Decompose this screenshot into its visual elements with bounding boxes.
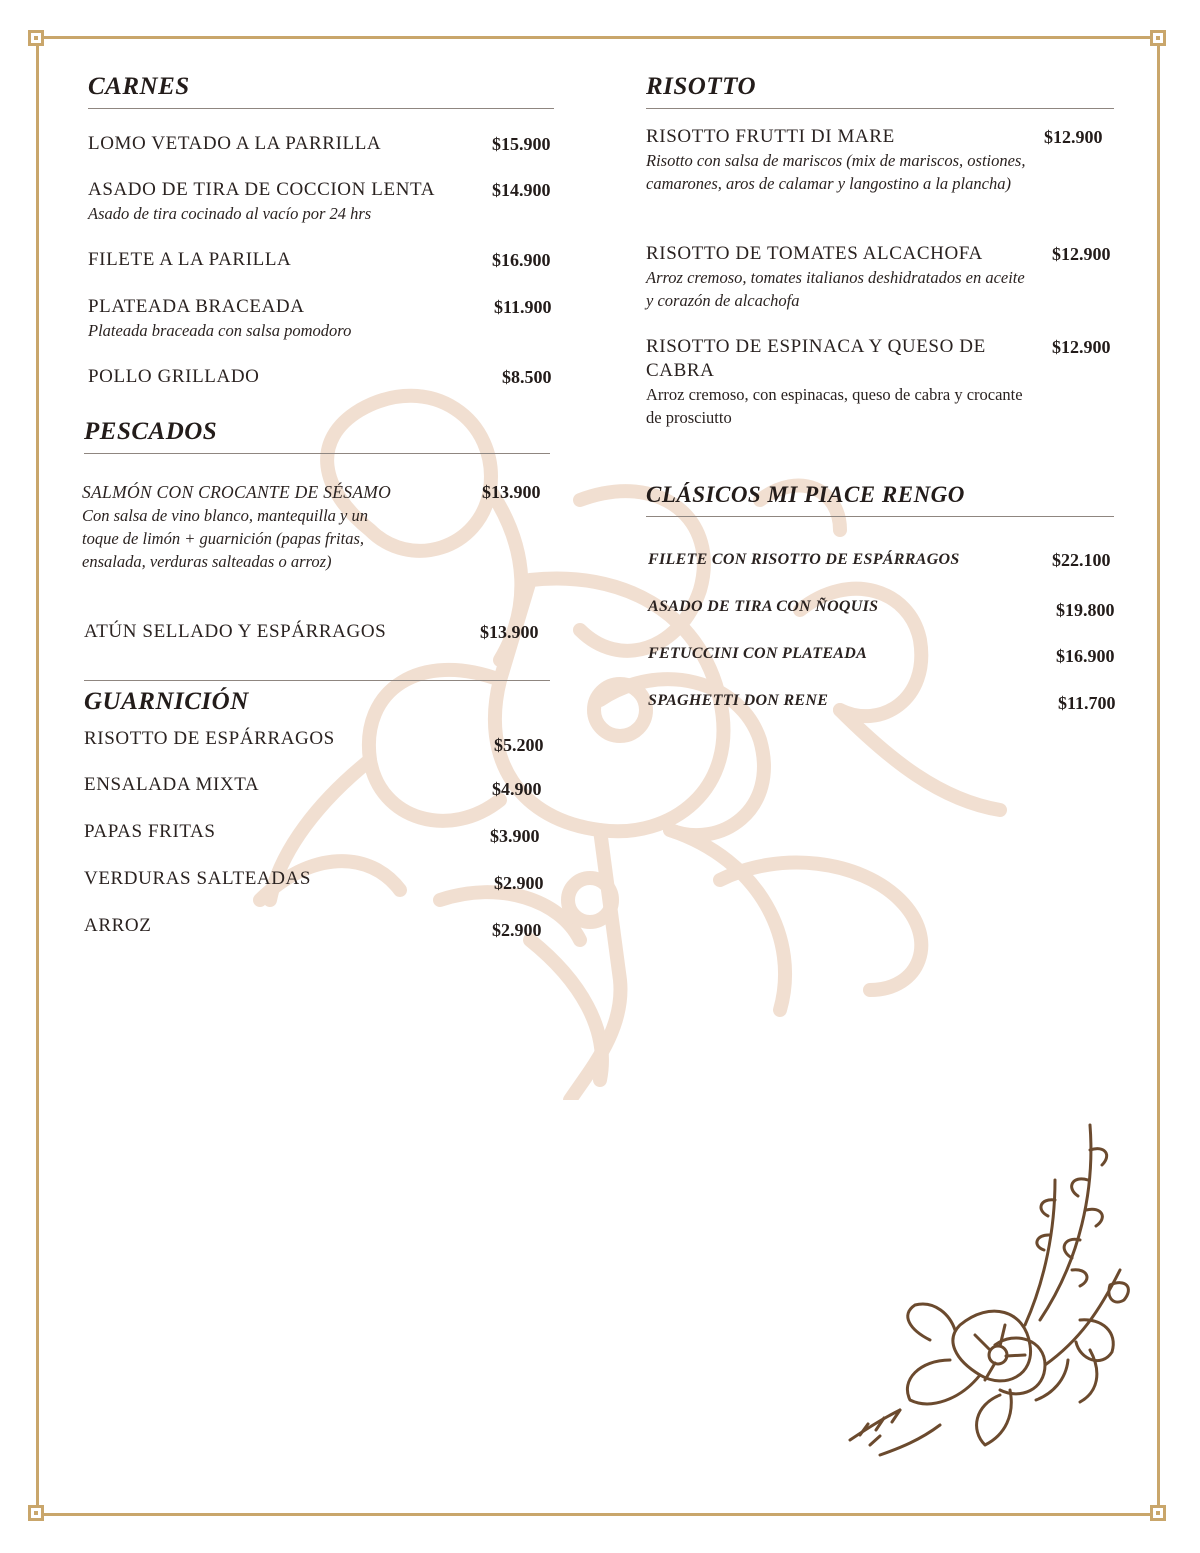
- floral-corner-ornament-icon: [840, 1110, 1140, 1460]
- item-name: RISOTTO DE TOMATES ALCACHOFA: [646, 243, 983, 264]
- item-price: $22.100: [1052, 550, 1111, 570]
- menu-item: [648, 642, 1120, 666]
- item-name: ENSALADA MIXTA: [84, 774, 260, 795]
- item-name: SPAGHETTI DON RENE: [648, 692, 829, 709]
- menu-item: [88, 365, 558, 389]
- item-description: Arroz cremoso, tomates italianos deshidratados en aceite y corazón de alcachofa: [646, 268, 1025, 310]
- item-price: $19.800: [1056, 600, 1115, 620]
- section-title-clasicos: CLÁSICOS MI PIACE RENGO: [646, 480, 1114, 517]
- menu-item: [84, 914, 554, 938]
- section-title-guarnicion: GUARNICIÓN: [84, 680, 550, 723]
- section-title-risotto: RISOTTO: [646, 72, 1114, 109]
- menu-item: [88, 295, 558, 342]
- menu-item: [84, 820, 554, 844]
- item-price: $8.500: [502, 367, 552, 387]
- item-price: $15.900: [492, 134, 551, 154]
- menu-item: [88, 248, 558, 272]
- item-price: $12.900: [1044, 127, 1103, 147]
- item-name: FILETE CON RISOTTO DE ESPÁRRAGOS: [648, 551, 960, 568]
- item-name: LOMO VETADO A LA PARRILLA: [88, 133, 382, 154]
- menu-item: [84, 620, 554, 644]
- item-description: Con salsa de vino blanco, mantequilla y un toque de limón + guarnición (papas fritas, ensalada, verduras salteadas o arroz): [82, 506, 368, 571]
- item-name: RISOTTO DE ESPÁRRAGOS: [84, 728, 335, 749]
- item-name: RISOTTO FRUTTI DI MARE: [646, 126, 895, 147]
- item-price: $11.700: [1058, 693, 1116, 713]
- menu-item: [88, 132, 558, 156]
- item-name: SALMÓN CON CROCANTE DE SÉSAMO: [82, 482, 392, 502]
- menu-item: [648, 548, 1120, 572]
- border-corner-bottom-right: [1150, 1505, 1166, 1521]
- item-name: ASADO DE TIRA CON ÑOQUIS: [648, 598, 879, 615]
- menu-item: [84, 773, 554, 797]
- menu-item: [648, 595, 1120, 619]
- item-name: POLLO GRILLADO: [88, 366, 260, 387]
- item-price: $5.200: [494, 735, 544, 755]
- item-description: Plateada braceada con salsa pomodoro: [88, 321, 352, 340]
- border-corner-bottom-left: [28, 1505, 44, 1521]
- border-corner-top-right: [1150, 30, 1166, 46]
- item-price: $14.900: [492, 180, 551, 200]
- item-price: $4.900: [492, 779, 542, 799]
- menu-item: [646, 125, 1118, 195]
- item-price: $2.900: [494, 873, 544, 893]
- item-price: $13.900: [480, 622, 539, 642]
- item-name: RISOTTO DE ESPINACA Y QUESO DE CABRA: [646, 336, 986, 381]
- item-price: $12.900: [1052, 244, 1111, 264]
- item-price: $3.900: [490, 826, 540, 846]
- menu-item: [88, 178, 558, 225]
- menu-item: [84, 727, 554, 755]
- item-price: $11.900: [494, 297, 552, 317]
- item-name: ASADO DE TIRA DE COCCION LENTA: [88, 179, 436, 200]
- item-name: VERDURAS SALTEADAS: [84, 868, 312, 889]
- menu-item: [84, 867, 554, 891]
- section-title-pescados: PESCADOS: [84, 417, 550, 454]
- item-description: Asado de tira cocinado al vacío por 24 hrs: [88, 204, 372, 223]
- item-name: FILETE A LA PARILLA: [88, 249, 292, 270]
- item-description: Arroz cremoso, con espinacas, queso de cabra y crocante de prosciutto: [646, 385, 1023, 427]
- section-title-carnes: CARNES: [88, 72, 554, 109]
- item-price: $2.900: [492, 920, 542, 940]
- menu-item: [646, 335, 1118, 429]
- menu-item: [82, 480, 552, 573]
- item-name: PAPAS FRITAS: [84, 821, 216, 842]
- border-corner-top-left: [28, 30, 44, 46]
- item-price: $12.900: [1052, 337, 1111, 357]
- item-price: $13.900: [482, 482, 541, 502]
- menu-item: [648, 689, 1120, 713]
- item-name: ATÚN SELLADO Y ESPÁRRAGOS: [84, 621, 387, 642]
- menu-item: [646, 242, 1118, 312]
- item-name: FETUCCINI CON PLATEADA: [648, 645, 868, 662]
- item-description: Risotto con salsa de mariscos (mix de mariscos, ostiones, camarones, aros de calamar y langostino a la plancha): [646, 151, 1026, 193]
- item-price: $16.900: [492, 250, 551, 270]
- item-price: $16.900: [1056, 646, 1115, 666]
- item-name: PLATEADA BRACEADA: [88, 296, 305, 317]
- item-name: ARROZ: [84, 915, 152, 936]
